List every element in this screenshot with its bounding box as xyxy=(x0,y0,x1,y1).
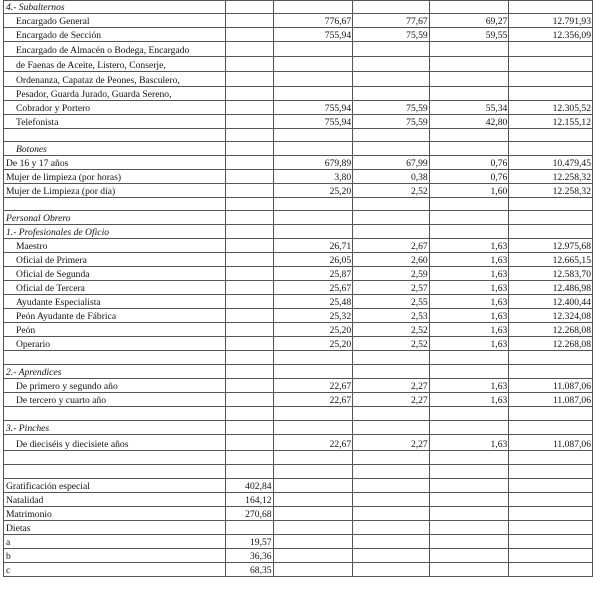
base-cell xyxy=(273,493,353,507)
annual-total-cell: 12.665,15 xyxy=(509,253,593,267)
table-row xyxy=(4,142,593,156)
annual-total-cell xyxy=(509,72,593,87)
annual-total-cell xyxy=(509,421,593,435)
table-row xyxy=(4,309,593,323)
extra-cell: 2,27 xyxy=(353,435,430,451)
extra-cell xyxy=(353,479,430,493)
concept-cell: Maestro xyxy=(4,239,226,253)
extra-cell: 2,27 xyxy=(353,393,430,407)
amount-cell xyxy=(225,72,273,87)
extra-cell: 2,59 xyxy=(353,267,430,281)
bonus-cell xyxy=(429,1,509,14)
amount-cell xyxy=(225,379,273,393)
extra-cell xyxy=(353,142,430,156)
concept-cell: Oficial de Primera xyxy=(4,253,226,267)
amount-cell xyxy=(225,28,273,42)
bonus-cell: 1,63 xyxy=(429,379,509,393)
annual-total-cell xyxy=(509,451,593,465)
concept-cell: 2.- Aprendices xyxy=(4,365,226,379)
concept-cell: De primero y segundo año xyxy=(4,379,226,393)
extra-cell: 2,52 xyxy=(353,337,430,351)
annual-total-cell xyxy=(509,465,593,479)
amount-cell xyxy=(225,281,273,295)
extra-cell xyxy=(353,72,430,87)
extra-cell xyxy=(353,87,430,101)
bonus-cell xyxy=(429,563,509,577)
concept-cell: a xyxy=(4,535,226,549)
bonus-cell xyxy=(429,493,509,507)
concept-cell: Operario xyxy=(4,337,226,351)
annual-total-cell: 12.155,12 xyxy=(509,115,593,129)
amount-cell xyxy=(225,451,273,465)
base-cell xyxy=(273,129,353,142)
concept-cell: 1.- Profesionales de Oficio xyxy=(4,225,226,239)
extra-cell xyxy=(353,535,430,549)
extra-cell xyxy=(353,507,430,521)
table-row xyxy=(4,507,593,521)
extra-cell: 2,60 xyxy=(353,253,430,267)
extra-cell xyxy=(353,549,430,563)
concept-cell: 3.- Pinches xyxy=(4,421,226,435)
table-row xyxy=(4,184,593,198)
table-row xyxy=(4,1,593,14)
amount-cell xyxy=(225,101,273,115)
bonus-cell xyxy=(429,42,509,57)
base-cell xyxy=(273,198,353,211)
concept-cell: c xyxy=(4,563,226,577)
base-cell: 22,67 xyxy=(273,393,353,407)
table-row xyxy=(4,295,593,309)
table-row xyxy=(4,170,593,184)
annual-total-cell xyxy=(509,521,593,535)
table-row xyxy=(4,521,593,535)
annual-total-cell xyxy=(509,507,593,521)
base-cell: 755,94 xyxy=(273,101,353,115)
extra-cell: 2,27 xyxy=(353,379,430,393)
bonus-cell: 59,55 xyxy=(429,28,509,42)
extra-cell: 2,67 xyxy=(353,239,430,253)
amount-cell xyxy=(225,267,273,281)
extra-cell: 67,99 xyxy=(353,156,430,170)
extra-cell xyxy=(353,225,430,239)
concept-cell: Cobrador y Portero xyxy=(4,101,226,115)
base-cell xyxy=(273,507,353,521)
amount-cell xyxy=(225,521,273,535)
amount-cell xyxy=(225,115,273,129)
table-row xyxy=(4,365,593,379)
annual-total-cell: 11.087,06 xyxy=(509,435,593,451)
annual-total-cell: 12.583,70 xyxy=(509,267,593,281)
base-cell xyxy=(273,72,353,87)
amount-cell xyxy=(225,365,273,379)
amount-cell: 402,84 xyxy=(225,479,273,493)
extra-cell: 75,59 xyxy=(353,115,430,129)
table-row xyxy=(4,323,593,337)
annual-total-cell: 12.258,32 xyxy=(509,170,593,184)
extra-cell xyxy=(353,211,430,225)
base-cell xyxy=(273,465,353,479)
annual-total-cell: 10.479,45 xyxy=(509,156,593,170)
amount-cell: 68,35 xyxy=(225,563,273,577)
concept-cell: Dietas xyxy=(4,521,226,535)
concept-cell xyxy=(4,198,226,211)
annual-total-cell xyxy=(509,142,593,156)
concept-cell: 4.- Subalternos xyxy=(4,1,226,14)
annual-total-cell xyxy=(509,129,593,142)
bonus-cell: 1,63 xyxy=(429,309,509,323)
extra-cell: 2,52 xyxy=(353,184,430,198)
concept-cell: Mujer de limpieza (por horas) xyxy=(4,170,226,184)
bonus-cell xyxy=(429,365,509,379)
table-row xyxy=(4,115,593,129)
base-cell xyxy=(273,57,353,72)
bonus-cell xyxy=(429,351,509,365)
amount-cell: 270,68 xyxy=(225,507,273,521)
base-cell xyxy=(273,225,353,239)
bonus-cell xyxy=(429,507,509,521)
concept-cell xyxy=(4,407,226,421)
extra-cell xyxy=(353,407,430,421)
annual-total-cell xyxy=(509,365,593,379)
base-cell xyxy=(273,451,353,465)
annual-total-cell: 12.305,52 xyxy=(509,101,593,115)
concept-cell: Ayudante Especialista xyxy=(4,295,226,309)
annual-total-cell xyxy=(509,351,593,365)
concept-cell xyxy=(4,451,226,465)
table-row xyxy=(4,465,593,479)
annual-total-cell xyxy=(509,42,593,57)
concept-cell: Matrimonio xyxy=(4,507,226,521)
concept-cell: De tercero y cuarto año xyxy=(4,393,226,407)
bonus-cell xyxy=(429,87,509,101)
bonus-cell: 1,60 xyxy=(429,184,509,198)
table-row xyxy=(4,57,593,72)
annual-total-cell xyxy=(509,211,593,225)
annual-total-cell xyxy=(509,198,593,211)
annual-total-cell xyxy=(509,479,593,493)
extra-cell: 77,67 xyxy=(353,14,430,28)
annual-total-cell xyxy=(509,563,593,577)
table-row xyxy=(4,198,593,211)
bonus-cell xyxy=(429,465,509,479)
table-row xyxy=(4,129,593,142)
bonus-cell: 1,63 xyxy=(429,253,509,267)
table-row xyxy=(4,14,593,28)
base-cell: 26,71 xyxy=(273,239,353,253)
concept-cell: Telefonista xyxy=(4,115,226,129)
table-row xyxy=(4,101,593,115)
concept-cell: Peón Ayudante de Fábrica xyxy=(4,309,226,323)
amount-cell xyxy=(225,156,273,170)
table-row xyxy=(4,549,593,563)
base-cell xyxy=(273,1,353,14)
extra-cell: 75,59 xyxy=(353,28,430,42)
base-cell: 22,67 xyxy=(273,379,353,393)
bonus-cell: 42,80 xyxy=(429,115,509,129)
bonus-cell xyxy=(429,198,509,211)
bonus-cell: 1,63 xyxy=(429,393,509,407)
annual-total-cell xyxy=(509,549,593,563)
annual-total-cell xyxy=(509,87,593,101)
amount-cell: 19,57 xyxy=(225,535,273,549)
base-cell xyxy=(273,407,353,421)
bonus-cell xyxy=(429,421,509,435)
extra-cell xyxy=(353,57,430,72)
base-cell: 26,05 xyxy=(273,253,353,267)
bonus-cell: 1,63 xyxy=(429,267,509,281)
concept-cell: Encargado General xyxy=(4,14,226,28)
table-row xyxy=(4,281,593,295)
amount-cell xyxy=(225,198,273,211)
amount-cell xyxy=(225,323,273,337)
table-row xyxy=(4,451,593,465)
base-cell: 755,94 xyxy=(273,115,353,129)
bonus-cell xyxy=(429,57,509,72)
bonus-cell: 1,63 xyxy=(429,435,509,451)
table-row xyxy=(4,239,593,253)
concept-cell: de Faenas de Aceite, Listero, Conserje, xyxy=(4,57,226,72)
extra-cell: 2,55 xyxy=(353,295,430,309)
concept-cell: Encargado de Sección xyxy=(4,28,226,42)
table-row xyxy=(4,72,593,87)
annual-total-cell xyxy=(509,493,593,507)
concept-cell: Gratificación especial xyxy=(4,479,226,493)
concept-cell xyxy=(4,465,226,479)
table-row xyxy=(4,379,593,393)
bonus-cell: 1,63 xyxy=(429,337,509,351)
extra-cell xyxy=(353,42,430,57)
base-cell: 25,87 xyxy=(273,267,353,281)
bonus-cell xyxy=(429,521,509,535)
amount-cell: 164,12 xyxy=(225,493,273,507)
base-cell xyxy=(273,521,353,535)
annual-total-cell: 11.087,06 xyxy=(509,379,593,393)
base-cell xyxy=(273,42,353,57)
concept-cell: Pesador, Guarda Jurado, Guarda Sereno, xyxy=(4,87,226,101)
concept-cell: Personal Obrero xyxy=(4,211,226,225)
table-row xyxy=(4,28,593,42)
concept-cell: De 16 y 17 años xyxy=(4,156,226,170)
amount-cell xyxy=(225,129,273,142)
table-row xyxy=(4,337,593,351)
amount-cell xyxy=(225,142,273,156)
bonus-cell xyxy=(429,407,509,421)
table-row xyxy=(4,351,593,365)
base-cell: 679,89 xyxy=(273,156,353,170)
extra-cell: 75,59 xyxy=(353,101,430,115)
annual-total-cell: 12.268,08 xyxy=(509,337,593,351)
bonus-cell: 1,63 xyxy=(429,239,509,253)
table-row xyxy=(4,87,593,101)
base-cell: 755,94 xyxy=(273,28,353,42)
annual-total-cell: 12.324,08 xyxy=(509,309,593,323)
table-row xyxy=(4,267,593,281)
annual-total-cell xyxy=(509,535,593,549)
bonus-cell xyxy=(429,129,509,142)
base-cell xyxy=(273,142,353,156)
extra-cell xyxy=(353,1,430,14)
amount-cell xyxy=(225,435,273,451)
concept-cell: Oficial de Segunda xyxy=(4,267,226,281)
table-row xyxy=(4,493,593,507)
annual-total-cell xyxy=(509,225,593,239)
concept-cell xyxy=(4,129,226,142)
annual-total-cell xyxy=(509,1,593,14)
amount-cell xyxy=(225,1,273,14)
base-cell: 25,32 xyxy=(273,309,353,323)
bonus-cell xyxy=(429,451,509,465)
extra-cell xyxy=(353,421,430,435)
annual-total-cell: 12.268,08 xyxy=(509,323,593,337)
annual-total-cell: 12.791,93 xyxy=(509,14,593,28)
table-row xyxy=(4,479,593,493)
amount-cell xyxy=(225,239,273,253)
table-row xyxy=(4,435,593,451)
annual-total-cell: 12.975,68 xyxy=(509,239,593,253)
base-cell: 22,67 xyxy=(273,435,353,451)
base-cell xyxy=(273,535,353,549)
extra-cell xyxy=(353,198,430,211)
concept-cell: Peón xyxy=(4,323,226,337)
base-cell: 776,67 xyxy=(273,14,353,28)
bonus-cell xyxy=(429,479,509,493)
bonus-cell: 1,63 xyxy=(429,323,509,337)
annual-total-cell: 12.258,32 xyxy=(509,184,593,198)
amount-cell xyxy=(225,337,273,351)
bonus-cell xyxy=(429,211,509,225)
bonus-cell: 0,76 xyxy=(429,170,509,184)
extra-cell xyxy=(353,521,430,535)
extra-cell: 2,57 xyxy=(353,281,430,295)
annual-total-cell: 12.400,44 xyxy=(509,295,593,309)
amount-cell xyxy=(225,170,273,184)
bonus-cell xyxy=(429,549,509,563)
base-cell: 3,80 xyxy=(273,170,353,184)
concept-cell: b xyxy=(4,549,226,563)
concept-cell: Natalidad xyxy=(4,493,226,507)
base-cell xyxy=(273,563,353,577)
annual-total-cell xyxy=(509,57,593,72)
concept-cell: De dieciséis y diecisiete años xyxy=(4,435,226,451)
amount-cell xyxy=(225,309,273,323)
amount-cell xyxy=(225,184,273,198)
extra-cell xyxy=(353,493,430,507)
extra-cell xyxy=(353,563,430,577)
annual-total-cell: 11.087,06 xyxy=(509,393,593,407)
concept-cell xyxy=(4,351,226,365)
extra-cell: 2,53 xyxy=(353,309,430,323)
extra-cell xyxy=(353,465,430,479)
table-row xyxy=(4,393,593,407)
concept-cell: Mujer de Limpieza (por día) xyxy=(4,184,226,198)
amount-cell xyxy=(225,421,273,435)
base-cell xyxy=(273,421,353,435)
base-cell xyxy=(273,549,353,563)
extra-cell xyxy=(353,451,430,465)
concept-cell: Encargado de Almacén o Bodega, Encargado xyxy=(4,42,226,57)
base-cell xyxy=(273,87,353,101)
amount-cell xyxy=(225,351,273,365)
base-cell xyxy=(273,351,353,365)
table-row xyxy=(4,156,593,170)
table-row xyxy=(4,211,593,225)
base-cell: 25,67 xyxy=(273,281,353,295)
table-row xyxy=(4,421,593,435)
amount-cell xyxy=(225,42,273,57)
base-cell: 25,20 xyxy=(273,323,353,337)
bonus-cell xyxy=(429,72,509,87)
base-cell: 25,20 xyxy=(273,184,353,198)
amount-cell xyxy=(225,57,273,72)
table-row xyxy=(4,253,593,267)
table-row xyxy=(4,535,593,549)
amount-cell xyxy=(225,225,273,239)
amount-cell xyxy=(225,253,273,267)
concept-cell: Ordenanza, Capataz de Peones, Basculero, xyxy=(4,72,226,87)
salary-table-body xyxy=(4,1,593,577)
amount-cell xyxy=(225,465,273,479)
concept-cell: Oficial de Tercera xyxy=(4,281,226,295)
bonus-cell xyxy=(429,535,509,549)
extra-cell: 0,38 xyxy=(353,170,430,184)
salary-table xyxy=(3,0,593,577)
extra-cell xyxy=(353,365,430,379)
table-row xyxy=(4,225,593,239)
amount-cell xyxy=(225,295,273,309)
bonus-cell: 0,76 xyxy=(429,156,509,170)
base-cell xyxy=(273,211,353,225)
amount-cell xyxy=(225,14,273,28)
amount-cell xyxy=(225,407,273,421)
amount-cell xyxy=(225,87,273,101)
base-cell xyxy=(273,479,353,493)
bonus-cell: 1,63 xyxy=(429,281,509,295)
bonus-cell xyxy=(429,225,509,239)
bonus-cell xyxy=(429,142,509,156)
extra-cell xyxy=(353,129,430,142)
extra-cell: 2,52 xyxy=(353,323,430,337)
concept-cell: Botones xyxy=(4,142,226,156)
bonus-cell: 1,63 xyxy=(429,295,509,309)
base-cell: 25,48 xyxy=(273,295,353,309)
annual-total-cell xyxy=(509,407,593,421)
annual-total-cell: 12.486,98 xyxy=(509,281,593,295)
table-row xyxy=(4,563,593,577)
bonus-cell: 55,34 xyxy=(429,101,509,115)
bonus-cell: 69,27 xyxy=(429,14,509,28)
table-row xyxy=(4,407,593,421)
base-cell xyxy=(273,365,353,379)
amount-cell: 36,36 xyxy=(225,549,273,563)
table-row xyxy=(4,42,593,57)
base-cell: 25,20 xyxy=(273,337,353,351)
extra-cell xyxy=(353,351,430,365)
annual-total-cell: 12.356,09 xyxy=(509,28,593,42)
amount-cell xyxy=(225,211,273,225)
amount-cell xyxy=(225,393,273,407)
